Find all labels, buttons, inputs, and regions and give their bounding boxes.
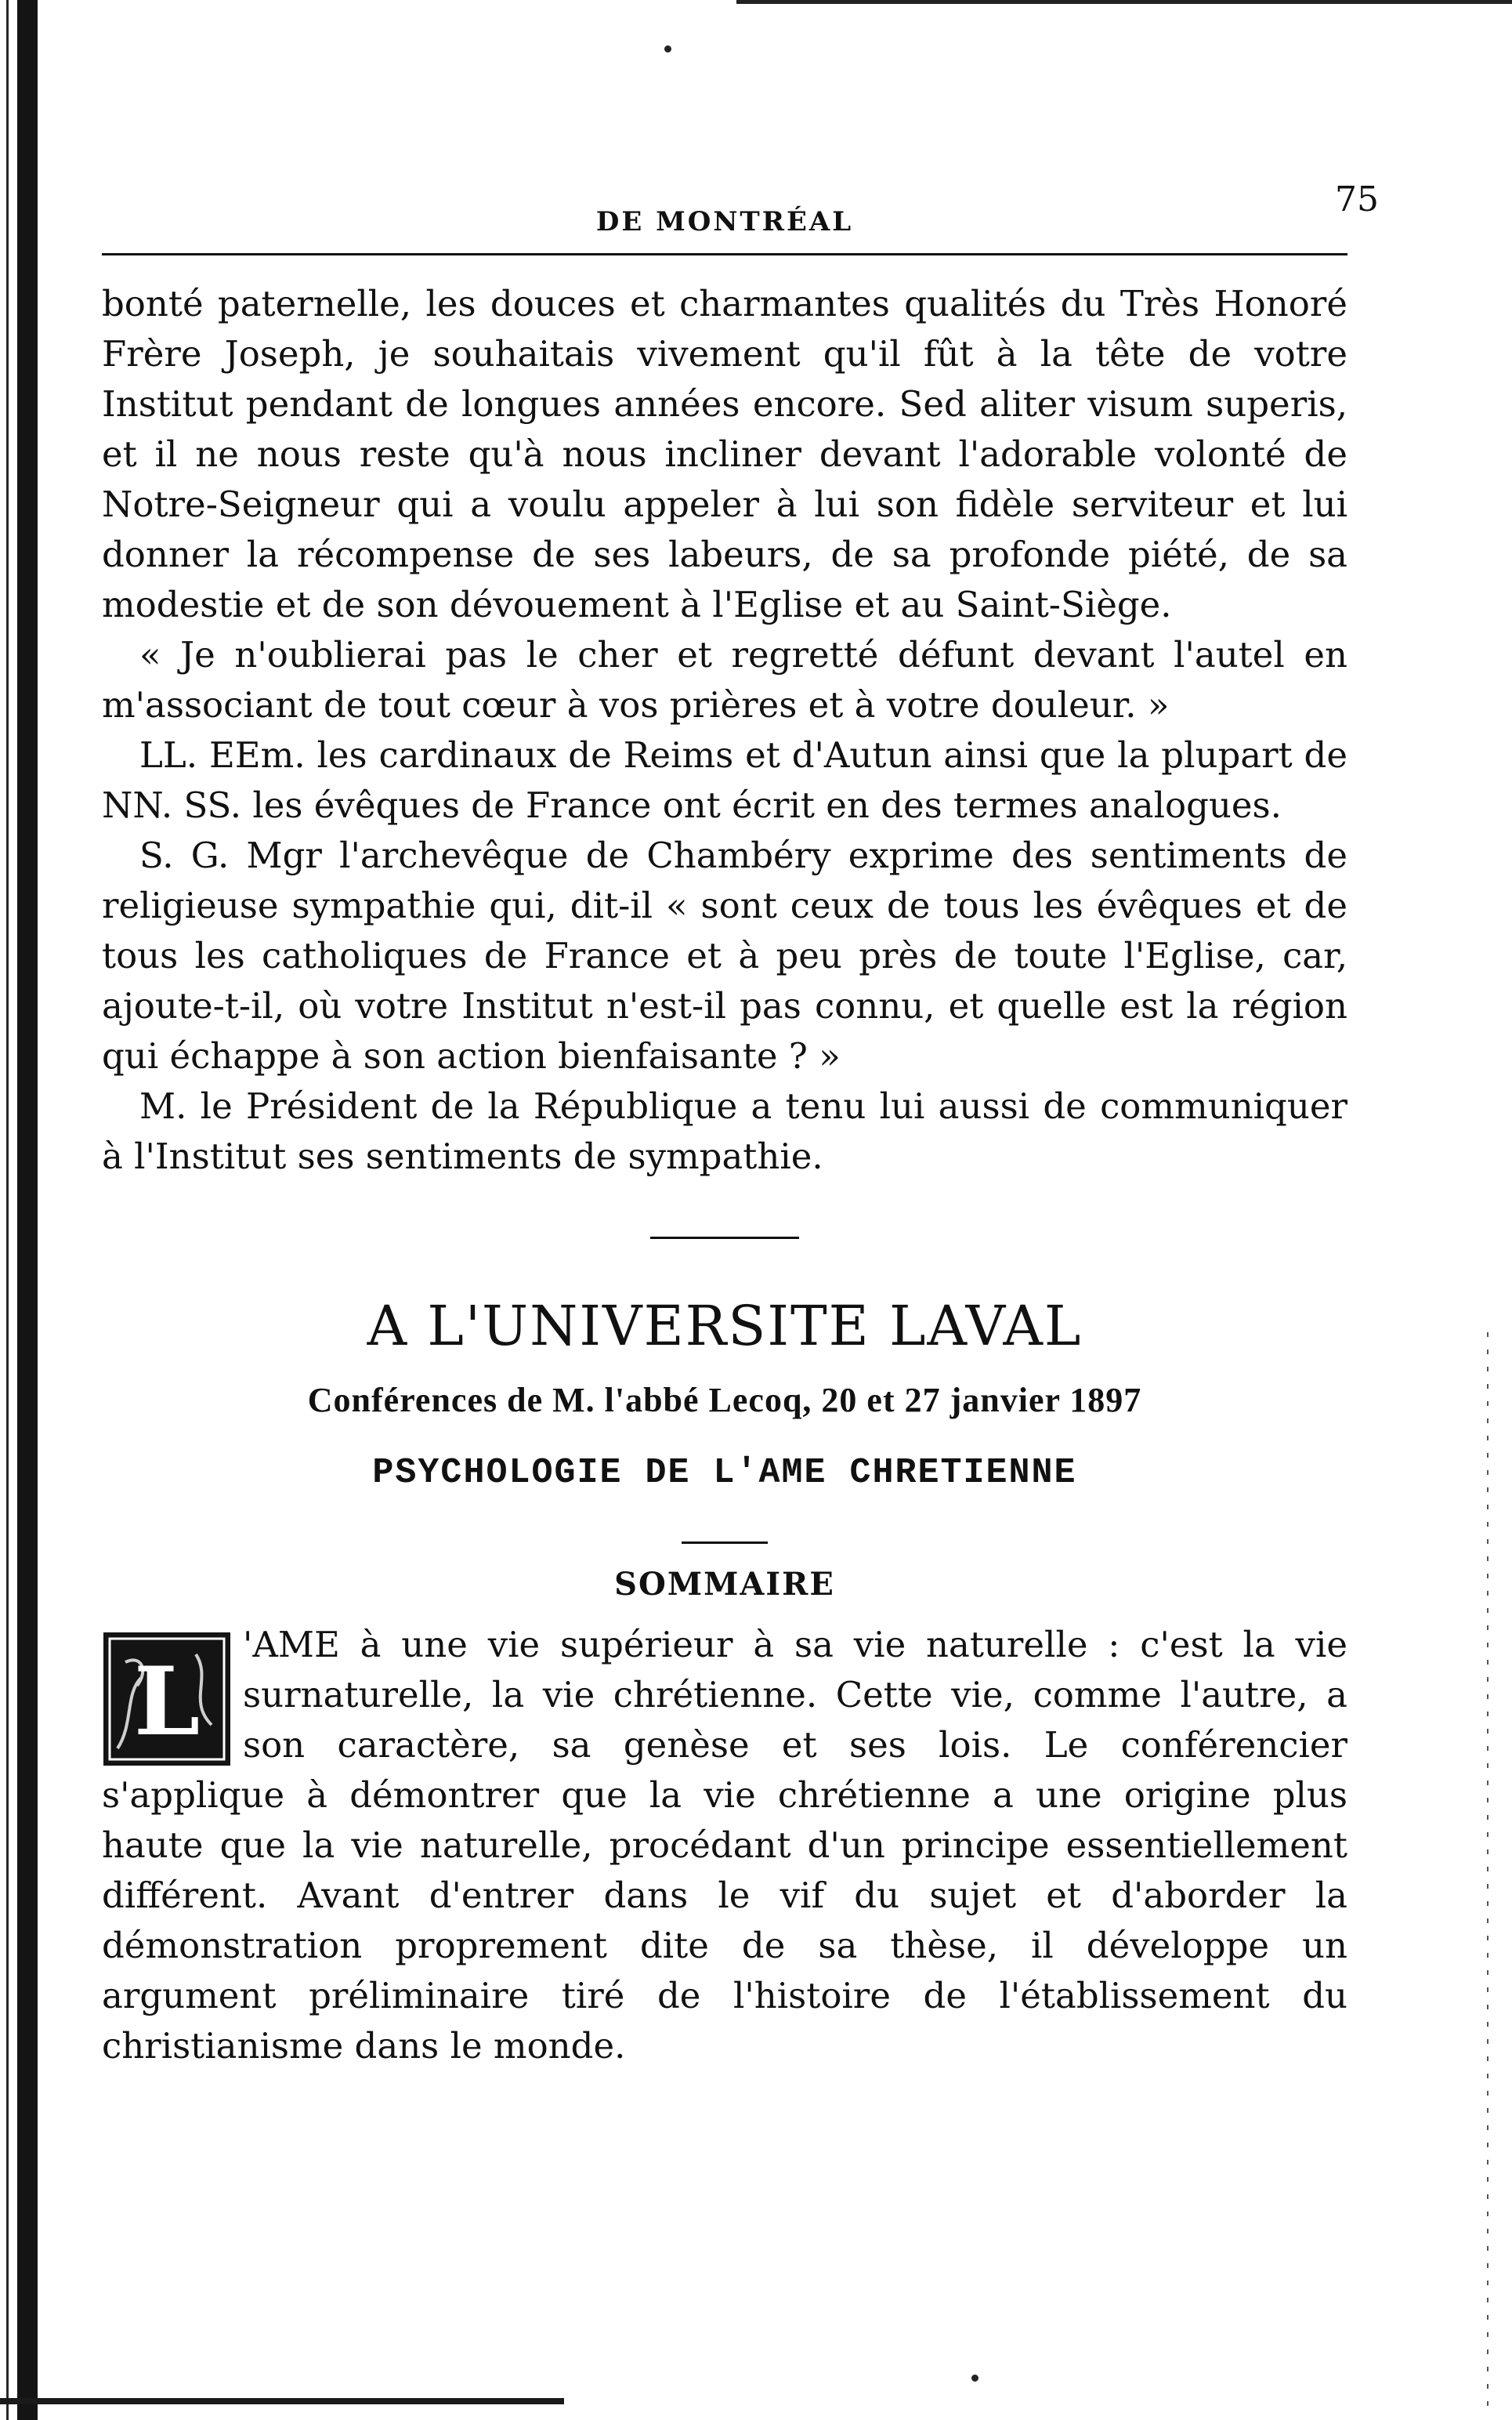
section-title: A L'UNIVERSITE LAVAL bbox=[367, 1294, 1083, 1358]
summary-paragraph bbox=[102, 1620, 1347, 2071]
header-rule bbox=[102, 253, 1347, 255]
top-edge-rule bbox=[736, 0, 1512, 4]
page-number: 75 bbox=[1335, 179, 1379, 219]
ink-speck bbox=[664, 45, 671, 53]
page-header bbox=[102, 168, 1379, 239]
paragraph: M. le Président de la République a tenu lui aussi de communiquer à l'Institut ses sentiments de sympathie. bbox=[102, 1085, 1347, 1177]
paragraph: « Je n'oublierai pas le cher et regretté défunt devant l'autel en m'associant de tout cœur à vos prières et à votre douleur. » bbox=[102, 634, 1347, 726]
page-edge-line bbox=[6, 0, 9, 2420]
article-body bbox=[102, 279, 1347, 1182]
book-spine-shadow bbox=[17, 0, 38, 2420]
page-content bbox=[102, 168, 1379, 2071]
ink-speck bbox=[971, 2375, 978, 2382]
paragraph: S. G. Mgr l'archevêque de Chambéry exprime des sentiments de religieuse sympathie qui, dit-il « sont ceux de tous les évêques et de tous les catholiques de France et à peu près de toute l'Eglise, car, ajoute-t-il, où votre Institut n'est-il pas connu, et quelle est la région qui échappe à son action bienfaisante ? » bbox=[102, 835, 1347, 1077]
running-title: DE MONTRÉAL bbox=[595, 206, 854, 237]
paragraph: LL. EEm. les cardinaux de Reims et d'Autun ainsi que la plupart de NN. SS. les évêques de France ont écrit en des termes analogues. bbox=[102, 734, 1347, 826]
section-divider bbox=[650, 1237, 799, 1239]
lecture-subtitle: Conférences de M. l'abbé Lecoq, 20 et 27 janvier 1897 bbox=[307, 1381, 1142, 1419]
summary-text: 'AME à une vie supérieur à sa vie naturelle : c'est la vie surnaturelle, la vie chrétienne. Cette vie, comme l'autre, a son caractère, sa genèse et ses lois. Le conférencier s'applique à démontrer que la vie chrétienne a une origine plus haute que la vie naturelle, procédant d'un principe essentiellement différent. Avant d'entrer dans le vif du sujet et d'aborder la démonstration proprement dite de sa thèse, il développe un argument préliminaire tiré de l'histoire de l'établissement du christianisme dans le monde. bbox=[102, 1624, 1347, 2067]
paragraph: bonté paternelle, les douces et charmantes qualités du Très Honoré Frère Joseph, je souhaitais vivement qu'il fût à la tête de votre Institut pendant de longues années encore. Sed aliter visum superis, et il ne nous reste qu'à nous incliner devant l'adorable volonté de Notre-Seigneur qui a voulu appeler à lui son fidèle serviteur et lui donner la récompense de ses labeurs, de sa profonde piété, de sa modestie et de son dévouement à l'Eglise et au Saint-Siège. bbox=[102, 283, 1347, 625]
right-page-edge bbox=[1487, 1332, 1488, 2414]
subject-title: PSYCHOLOGIE DE L'AME CHRETIENNE bbox=[372, 1453, 1077, 1493]
short-divider bbox=[682, 1541, 768, 1544]
dropcap-letter: L bbox=[133, 1647, 201, 1757]
ornamental-dropcap-icon bbox=[102, 1631, 232, 1767]
summary-heading: SOMMAIRE bbox=[614, 1566, 835, 1603]
bottom-edge-rule bbox=[0, 2398, 564, 2404]
